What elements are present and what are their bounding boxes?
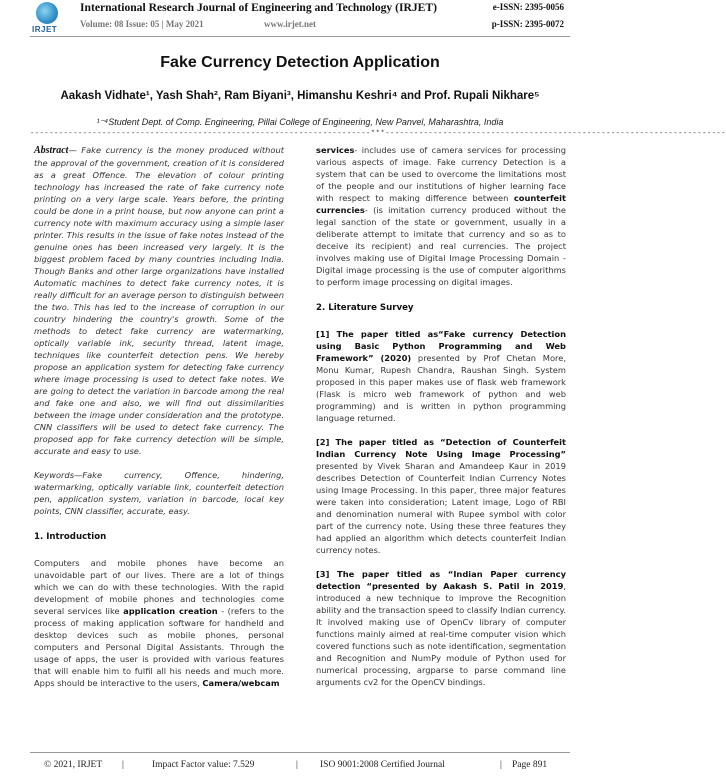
- journal-header: [0, 0, 600, 40]
- intro-part-c: - (refers to the process of making application software for handheld and desktop devices such as mobile phones, personal computers and Personal Digital Assistants. Through the usage of apps, the user is provided with various features that will enable him to fulfil all his needs and much more. Apps should be interactive to the users,: [34, 606, 284, 688]
- volume-issue: Volume: 08 Issue: 05 | May 2021: [80, 19, 204, 29]
- abstract-label: Abstract: [34, 145, 69, 156]
- journal-website[interactable]: www.irjet.net: [264, 19, 316, 29]
- reference-3-title: [3] The paper titled as “Indian Paper currency detection “presented by Aakash S. Patil in 2019: [316, 569, 566, 591]
- journal-title: International Research Journal of Engineering and Technology (IRJET): [80, 1, 437, 14]
- abstract-text: — Fake currency is the money produced without the approval of the government, creation of it is considered as a great Offence. The elevation of colour printing technology has increased the rate of fake currency note printing on a very large scale. Years before, the printing could be done in a print house, but now anyone can print a currency note with maximum accuracy using a simple laser printer. This results in the issue of fake notes instead of the genuine ones has been increased very largely. It is the biggest problem faced by many countries including India. Though Banks and other large organizations have installed Automatic machines to detect fake currency notes, it is really difficult for an average person to distinguish between the two. This has led to the increase of corruption in our country hindering the country's growth. Some of the methods to detect fake currency are watermarking, optically variable ink, security thread, latent image, techniques like counterfeit detection pens. We hereby propose an application system for detecting fake currency where image processing is used to detect fake notes. We are going to detect the variation in barcode among the real and fake one and also, we will find out dissimilarities between the image under consideration and the prototype. CNN classifiers will be used to detect fake currency. The proposed app for fake currency detection will be simple, accurate and easy to use.: [34, 145, 284, 456]
- footer-rule: [30, 752, 570, 753]
- introduction-text: [34, 557, 284, 689]
- journal-logo: [30, 2, 70, 36]
- footer-divider-2: |: [296, 760, 298, 770]
- intro-part-a: Computers and mobile phones have become an unavoidable part of our lives. There are a lot of things which we can do with these technologies. With the rapid development of mobile phones and technologies come several services like: [34, 558, 284, 616]
- globe-icon: [36, 2, 58, 24]
- section-heading-introduction: 1. Introduction: [34, 532, 107, 542]
- keywords: Keywords—Fake currency, Offence, hindering, watermarking, optically variable link, counterfeit detection pen, application system, variation in barcode, local key points, CNN classifier, accurate, easy.: [34, 470, 284, 516]
- bold-services: services: [316, 145, 355, 155]
- left-column: [34, 144, 284, 697]
- section-heading-literature-survey: 2. Literature Survey: [316, 303, 414, 313]
- footer-copyright: © 2021, IRJET: [44, 760, 103, 770]
- eissn: e-ISSN: 2395-0056: [492, 2, 564, 12]
- footer-divider-3: |: [500, 760, 502, 770]
- header-rule: [30, 36, 570, 37]
- affiliation: ¹⁻⁴Student Dept. of Comp. Engineering, Pillai College of Engineering, New Panvel, Maharashtra, India: [96, 117, 504, 127]
- reference-2-text: presented by Vivek Sharan and Amandeep Kaur in 2019 describes Detection of Counterfeit Indian Currency Notes using Image Processing. In this paper, three major features were taken into consideration; Latent image, Logo of RBI and denomination numeral with Rupee symbol with color part of the currency note. Using these three features they had applied an algorithm which detects counterfeit Indian currency notes.: [316, 461, 566, 555]
- reference-1: [316, 328, 566, 424]
- p1-part-b: - includes use of camera services for processing various aspects of image. Fake currency Detection is a system that can be used to overcome the limitations most of the people and our institutions of higher learning face with respect to making difference between: [316, 145, 566, 203]
- logo-text: IRJET: [32, 25, 58, 34]
- intro-bold-term: application creation: [123, 606, 218, 616]
- p1-part-d: - (is imitation currency produced without the legal sanction of the state or government, usually in a deliberate attempt to imitate that currency and so as to deceive its recipient) and real currencies. The project involves making use of Digital Image Processing Domain - Digital image processing is the use of computer algorithms to perform image processing on digital images.: [316, 205, 566, 287]
- introduction-continued: [316, 144, 566, 288]
- reference-3-text: , introduced a new technique to improve the Recognition ability and the transaction speed to classify Indian currency. It involved making use of OpenCv library of computer functions mainly aimed at real-time computer vision which covered functions such as note identification, segmentation and Recognition and NumPy module of Python used for numerical processing, argparse to parse command line arguments cv2 for the OpenCV bindings.: [316, 581, 566, 687]
- footer-page-number: Page 891: [512, 760, 548, 770]
- paper-title: Fake Currency Detection Application: [160, 54, 440, 71]
- reference-2-title: [2] The paper titled as “Detection of Counterfeit Indian Currency Note Using Image Processing”: [316, 437, 566, 459]
- author-list: Aakash Vidhate¹, Yash Shah², Ram Biyani³, Himanshu Keshri⁴ and Prof. Rupali Nikhare⁵: [60, 90, 540, 102]
- reference-1-title: [1] The paper titled as“Fake currency Detection using Basic Python Programming and Web Framework” (2020): [316, 329, 566, 363]
- abstract: [34, 144, 284, 457]
- reference-3: [316, 568, 566, 688]
- reference-1-text: presented by Prof Chetan More, Monu Kumar, Rupesh Chandra, Raushan Singh. System proposed in this paper makes use of flask web framework (Flask is micro web framework of python and web programming) and is written in python programming language returned.: [316, 353, 566, 423]
- footer-divider-1: |: [122, 760, 124, 770]
- footer-iso: ISO 9001:2008 Certified Journal: [320, 760, 445, 770]
- bold-counterfeit: counterfeit currencies: [316, 193, 566, 215]
- footer-impact-factor: Impact Factor value: 7.529: [152, 760, 255, 770]
- intro-bold-term-2: Camera/webcam: [202, 678, 280, 688]
- reference-2: [316, 436, 566, 556]
- right-column: [316, 144, 566, 696]
- pissn: p-ISSN: 2395-0072: [491, 19, 564, 29]
- separator-line: -----------------------------------------------------------------------***-----------------------------------------------------------------------: [30, 130, 726, 138]
